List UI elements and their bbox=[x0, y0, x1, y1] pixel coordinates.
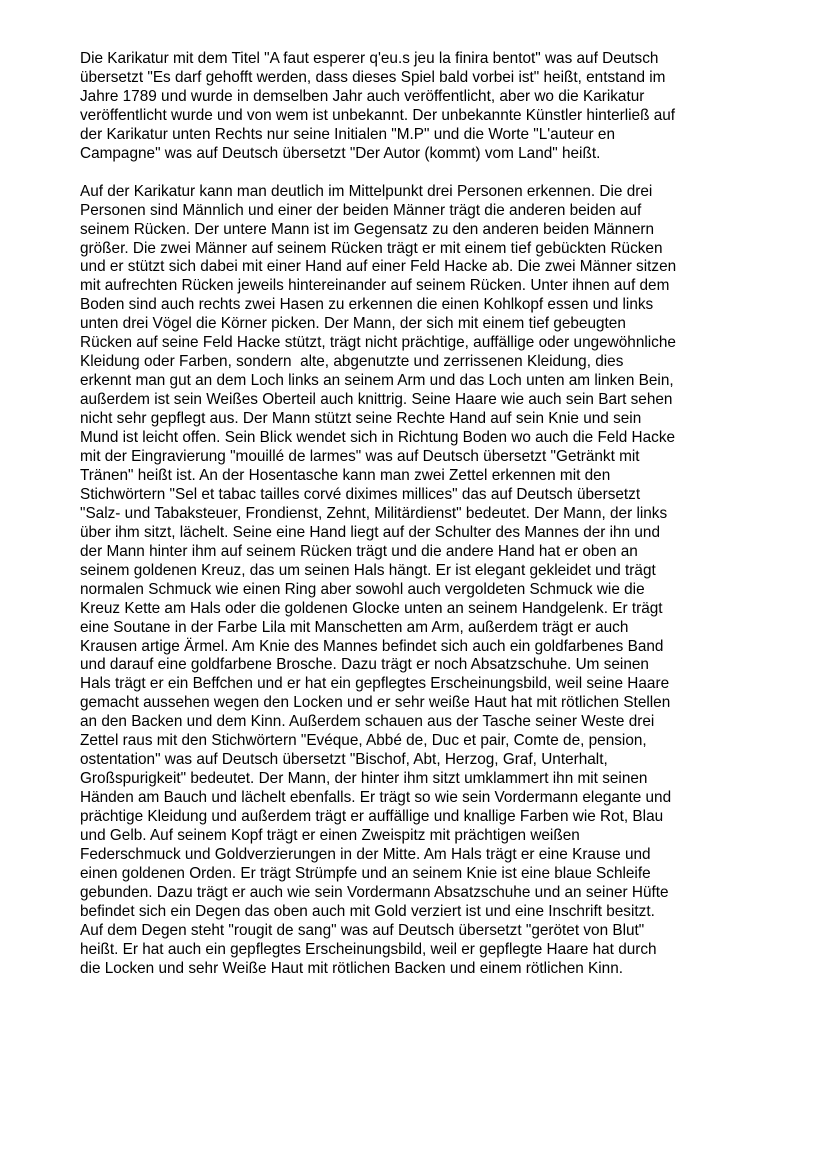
text-line: über ihm sitzt, lächelt. Seine eine Hand liegt auf der Schulter des Mannes der ihn und bbox=[80, 523, 660, 541]
text-line: Jahre 1789 und wurde in demselben Jahr auch veröffentlicht, aber wo die Karikatur bbox=[80, 87, 645, 105]
text-line: Krausen artige Ärmel. Am Knie des Mannes befindet sich auch ein goldfarbenes Band bbox=[80, 637, 664, 655]
text-line: eine Soutane in der Farbe Lila mit Manschetten am Arm, außerdem trägt er auch bbox=[80, 618, 629, 636]
text-line: der Karikatur unten Rechts nur seine Initialen "M.P" und die Worte "L'auteur en bbox=[80, 125, 616, 143]
text-line: und Gelb. Auf seinem Kopf trägt er einen Zweispitz mit prächtigen weißen bbox=[80, 827, 580, 845]
text-line: gemacht aussehen wegen den Locken und er sehr weiße Haut hat mit rötlichen Stellen bbox=[80, 694, 671, 712]
text-line: Tränen" heißt ist. An der Hosentasche kann man zwei Zettel erkennen mit den bbox=[80, 466, 611, 484]
text-line: außerdem ist sein Weißes Oberteil auch knittrig. Seine Haare wie auch sein Bart sehen bbox=[80, 391, 673, 409]
text-line: normalen Schmuck wie einen Ring aber sowohl auch vergoldeten Schmuck wie die bbox=[80, 580, 645, 598]
text-line: mit der Eingravierung "mouillé de larmes" was auf Deutsch übersetzt "Getränkt mit bbox=[80, 448, 640, 465]
text-line: "Salz- und Tabaksteuer, Frondienst, Zehnt, Militärdienst" bedeutet. Der Mann, der links bbox=[80, 504, 668, 522]
text-line: Die Karikatur mit dem Titel "A faut esperer q'eu.s jeu la finira bentot" was auf Deutsch bbox=[80, 50, 659, 67]
text-line: befindet sich ein Degen das oben auch mit Gold verziert ist und eine Inschrift besitzt. bbox=[80, 902, 655, 920]
text-line: prächtige Kleidung und außerdem trägt er auffällige und knallige Farben wie Rot, Blau bbox=[80, 808, 664, 826]
text-line: veröffentlicht wurde und von wem ist unbekannt. Der unbekannte Künstler hinterließ auf bbox=[80, 106, 676, 124]
text-line: Händen am Bauch und lächelt ebenfalls. Er trägt so wie sein Vordermann elegante und bbox=[80, 789, 672, 807]
text-line: erkennt man gut an dem Loch links an seinem Arm und das Loch unten am linken Bein, bbox=[80, 372, 674, 390]
text-line: Rücken auf seine Feld Hacke stützt, trägt nicht prächtige, auffällige oder ungewöhnliche bbox=[80, 334, 676, 352]
text-line: Großspurigkeit" bedeutet. Der Mann, der hinter ihm sitzt umklammert ihn mit seinen bbox=[80, 770, 648, 788]
text-line: übersetzt "Es darf gehofft werden, dass dieses Spiel bald vorbei ist" heißt, entstand im bbox=[80, 68, 666, 86]
text-line: Federschmuck und Goldverzierungen in der Mitte. Am Hals trägt er eine Krause und bbox=[80, 846, 651, 864]
text-line: Mund ist leicht offen. Sein Blick wendet sich in Richtung Boden wo auch die Feld Hacke bbox=[80, 429, 676, 447]
text-line: und er stützt sich dabei mit einer Hand auf einer Feld Hacke ab. Die zwei Männer sitzen bbox=[80, 258, 677, 276]
text-line: Stichwörtern "Sel et tabac tailles corvé diximes millices" das auf Deutsch übersetzt bbox=[80, 485, 641, 503]
text-line: und darauf eine goldfarbene Brosche. Dazu trägt er noch Absatzschuhe. Um seinen bbox=[80, 656, 649, 674]
text-line: seinem goldenen Kreuz, das um seinen Hals hängt. Er ist elegant gekleidet und trägt bbox=[80, 561, 656, 579]
text-line: Kleidung oder Farben, sondern alte, abgenutzte und zerrissenen Kleidung, dies bbox=[80, 353, 624, 371]
text-line: heißt. Er hat auch ein gepflegtes Erscheinungsbild, weil er gepflegte Haare hat durch bbox=[80, 940, 657, 958]
text-line: seinem Rücken. Der untere Mann ist im Gegensatz zu den anderen beiden Männern bbox=[80, 220, 655, 238]
text-line: größer. Die zwei Männer auf seinem Rücken trägt er mit einem tief gebückten Rücken bbox=[80, 239, 663, 257]
text-line: unten drei Vögel die Körner picken. Der Mann, der sich mit einem tief gebeugten bbox=[80, 315, 626, 333]
text-line: einen goldenen Orden. Er trägt Strümpfe und an seinem Knie ist eine blaue Schleife bbox=[80, 864, 651, 882]
text-line: mit aufrechten Rücken jeweils hintereinander auf seinem Rücken. Unter ihnen auf dem bbox=[80, 277, 670, 295]
text-line: Zettel raus mit den Stichwörtern "Evéque, Abbé de, Duc et pair, Comte de, pension, bbox=[80, 732, 647, 750]
text-line: nicht sehr gepflegt aus. Der Mann stützt seine Rechte Hand auf sein Knie und sein bbox=[80, 410, 642, 428]
document-body bbox=[80, 50, 756, 979]
text-line: ostentation" was auf Deutsch übersetzt "Bischof, Abt, Herzog, Graf, Unterhalt, bbox=[80, 751, 608, 769]
text-line: Campagne" was auf Deutsch übersetzt "Der Autor (kommt) vom Land" heißt. bbox=[80, 144, 601, 162]
text-line: Hals trägt er ein Beffchen und er hat ein gepflegtes Erscheinungsbild, weil seine Haare bbox=[80, 675, 670, 693]
text-line: die Locken und sehr Weiße Haut mit rötlichen Backen und einem rötlichen Kinn. bbox=[80, 959, 624, 977]
text-line: an den Backen und dem Kinn. Außerdem schauen aus der Tasche seiner Weste drei bbox=[80, 713, 655, 731]
text-line: Auf dem Degen steht "rougit de sang" was auf Deutsch übersetzt "gerötet von Blut" bbox=[80, 921, 645, 939]
text-line: der Mann hinter ihm auf seinem Rücken trägt und die andere Hand hat er oben an bbox=[80, 542, 638, 560]
text-line: gebunden. Dazu trägt er auch wie sein Vordermann Absatzschuhe und an seiner Hüfte bbox=[80, 883, 669, 901]
text-line: Auf der Karikatur kann man deutlich im Mittelpunkt drei Personen erkennen. Die drei bbox=[80, 182, 653, 200]
paragraph-1 bbox=[80, 50, 756, 164]
text-line: Boden sind auch rechts zwei Hasen zu erkennen die einen Kohlkopf essen und links bbox=[80, 296, 654, 314]
text-line: Personen sind Männlich und einer der beiden Männer trägt die anderen beiden auf bbox=[80, 201, 642, 219]
paragraph-2 bbox=[80, 183, 756, 979]
text-line: Kreuz Kette am Hals oder die goldenen Glocke unten an seinem Handgelenk. Er trägt bbox=[80, 599, 663, 617]
